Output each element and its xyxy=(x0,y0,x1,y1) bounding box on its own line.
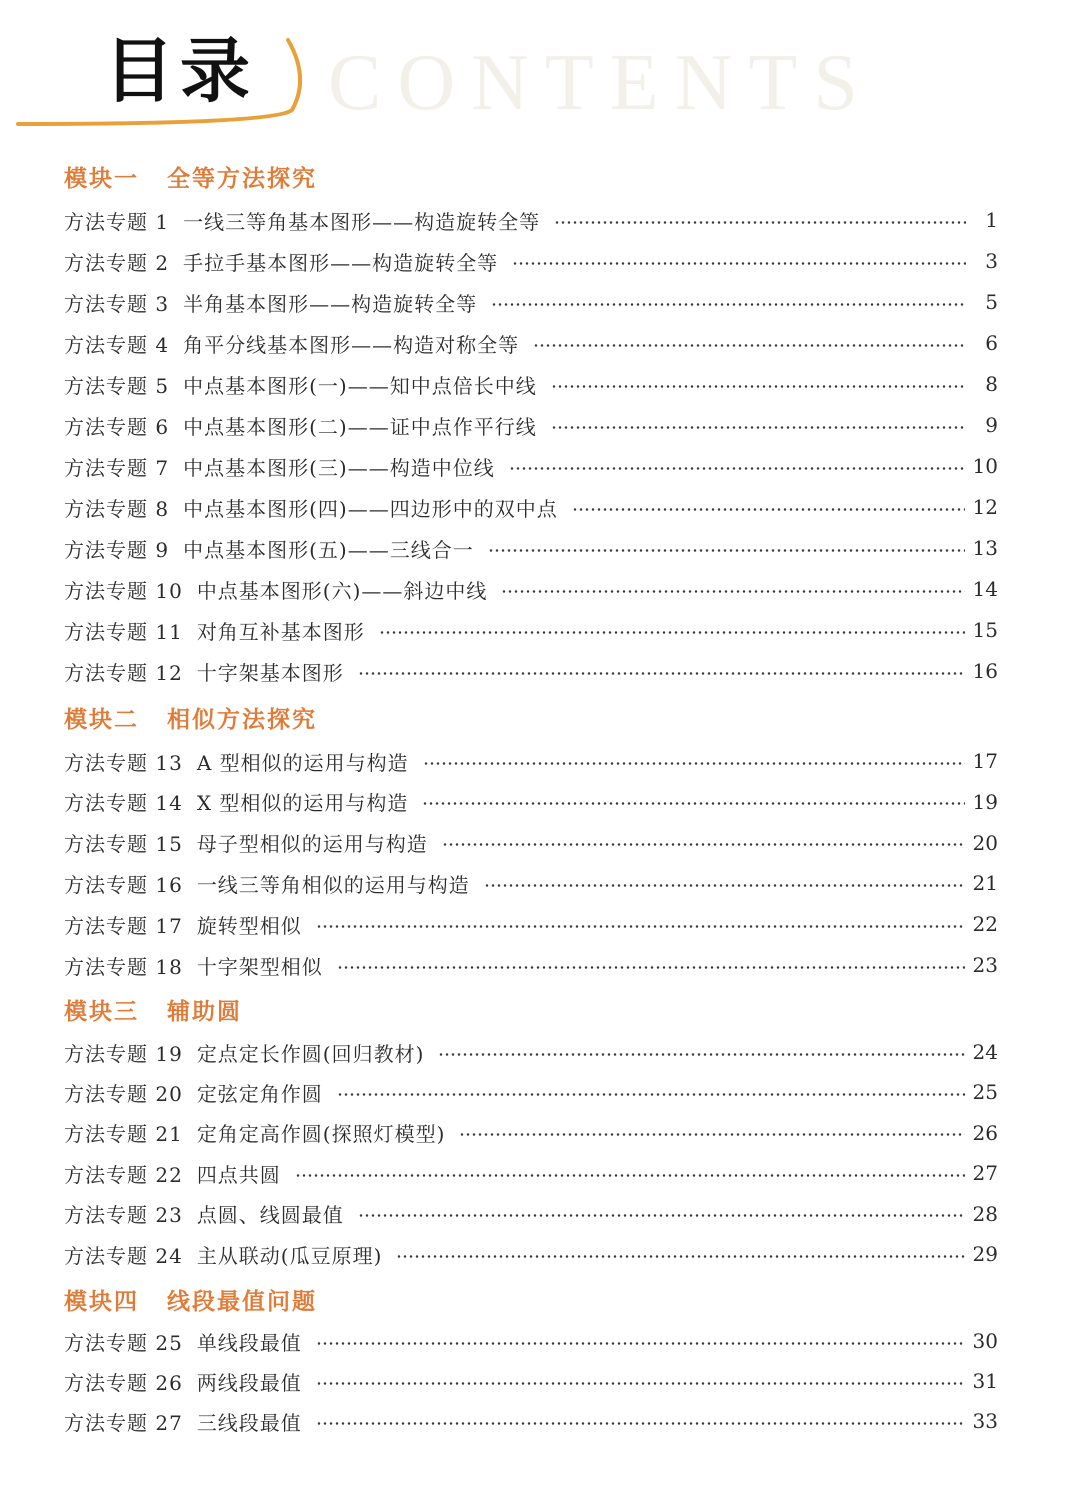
toc-entry[interactable] xyxy=(64,410,998,440)
module-heading xyxy=(64,160,317,193)
entry-page-number: 30 xyxy=(972,1329,998,1353)
dot-leader xyxy=(572,508,965,511)
toc-entry[interactable] xyxy=(64,205,998,235)
entry-topic: A 型相似的运用与构造 xyxy=(196,750,409,775)
entry-page-number: 10 xyxy=(972,454,998,478)
header xyxy=(0,0,1080,140)
dot-leader xyxy=(316,1342,965,1345)
entry-label: 方法专题 21 xyxy=(64,1122,183,1147)
toc-entry[interactable] xyxy=(64,1406,998,1436)
dot-leader xyxy=(337,966,965,969)
entry-page-number: 15 xyxy=(972,618,998,642)
entry-topic: 中点基本图形(五)——三线合一 xyxy=(183,537,474,562)
entry-label: 方法专题 5 xyxy=(64,373,170,398)
entry-page-number: 33 xyxy=(972,1409,998,1433)
entry-page-number: 5 xyxy=(985,290,998,314)
entry-topic: 十字架型相似 xyxy=(196,954,323,979)
toc-entry[interactable] xyxy=(64,1239,998,1269)
entry-label: 方法专题 8 xyxy=(64,496,170,521)
dot-leader xyxy=(459,1133,964,1136)
entry-topic: 一线三等角基本图形——构造旋转全等 xyxy=(183,209,541,234)
entry-label: 方法专题 20 xyxy=(64,1081,183,1106)
toc-entry[interactable] xyxy=(64,1366,998,1396)
entry-page-number: 14 xyxy=(972,577,998,601)
entry-label: 方法专题 2 xyxy=(64,250,170,275)
entry-topic: 点圆、线圆最值 xyxy=(196,1203,344,1228)
entry-label: 方法专题 9 xyxy=(64,537,170,562)
entry-page-number: 28 xyxy=(972,1201,998,1226)
entry-topic: 定角定高作圆(探照灯模型) xyxy=(196,1122,446,1147)
module-number: 模块二 xyxy=(64,707,139,733)
entry-page-number: 31 xyxy=(972,1369,998,1393)
dot-leader xyxy=(423,762,965,765)
dot-leader xyxy=(379,631,965,634)
toc-entry[interactable] xyxy=(64,828,998,858)
dot-leader xyxy=(316,1422,965,1425)
entry-label: 方法专题 18 xyxy=(64,954,183,979)
entry-topic: 单线段最值 xyxy=(196,1330,302,1355)
toc-entry[interactable] xyxy=(64,533,998,563)
entry-label: 方法专题 14 xyxy=(64,791,183,816)
entry-topic: 十字架基本图形 xyxy=(196,660,344,685)
toc-entry[interactable] xyxy=(64,451,998,481)
dot-leader xyxy=(316,925,965,928)
toc-entry[interactable] xyxy=(64,246,998,276)
entry-label: 方法专题 19 xyxy=(64,1041,183,1066)
dot-leader xyxy=(422,802,964,805)
dot-leader xyxy=(554,221,966,224)
watermark-contents: CONTENTS xyxy=(328,39,874,127)
entry-page-number: 23 xyxy=(972,953,998,977)
entry-topic: 定点定长作圆(回归教材) xyxy=(196,1041,425,1066)
module-number: 模块四 xyxy=(64,1289,139,1315)
toc-entry[interactable] xyxy=(64,492,998,522)
dot-leader xyxy=(396,1255,964,1258)
entry-topic: 对角互补基本图形 xyxy=(196,619,365,644)
dot-leader xyxy=(484,884,965,887)
entry-label: 方法专题 11 xyxy=(64,619,183,644)
module-heading xyxy=(64,701,317,734)
entry-page-number: 16 xyxy=(972,659,998,683)
entry-topic: 主从联动(瓜豆原理) xyxy=(196,1243,383,1268)
entry-page-number: 1 xyxy=(985,208,998,232)
entry-topic: 两线段最值 xyxy=(196,1370,302,1395)
dot-leader xyxy=(491,303,966,306)
module-heading xyxy=(64,1283,317,1316)
entry-label: 方法专题 16 xyxy=(64,872,183,897)
entry-page-number: 17 xyxy=(972,749,998,773)
entry-topic: 手拉手基本图形——构造旋转全等 xyxy=(183,250,499,275)
dot-leader xyxy=(501,590,964,593)
module-number: 模块三 xyxy=(64,999,139,1025)
entry-topic: 角平分线基本图形——构造对称全等 xyxy=(183,332,520,357)
toc-entry[interactable] xyxy=(64,746,998,776)
entry-topic: 四点共圆 xyxy=(196,1162,281,1187)
entry-label: 方法专题 1 xyxy=(64,209,170,234)
entry-topic: 中点基本图形(六)——斜边中线 xyxy=(196,578,488,603)
toc-entry[interactable] xyxy=(64,1118,998,1148)
entry-page-number: 19 xyxy=(972,789,998,814)
entry-topic: 母子型相似的运用与构造 xyxy=(196,832,428,857)
entry-page-number: 29 xyxy=(972,1242,998,1266)
dot-leader xyxy=(551,385,966,388)
entry-page-number: 21 xyxy=(972,871,998,896)
dot-leader xyxy=(358,672,965,675)
toc-entry[interactable] xyxy=(64,1077,998,1107)
module-name: 辅助圆 xyxy=(167,999,242,1025)
entry-page-number: 25 xyxy=(972,1080,998,1105)
dot-leader xyxy=(533,344,966,347)
dot-leader xyxy=(509,467,965,470)
page-title: 目录 xyxy=(104,30,256,112)
entry-page-number: 9 xyxy=(985,413,998,437)
toc-entry[interactable] xyxy=(64,369,998,399)
toc-entry[interactable] xyxy=(64,328,998,358)
dot-leader xyxy=(438,1053,964,1056)
entry-page-number: 6 xyxy=(985,331,998,355)
dot-leader xyxy=(512,262,966,265)
entry-page-number: 20 xyxy=(972,830,998,855)
entry-label: 方法专题 27 xyxy=(64,1410,183,1435)
entry-topic: 定弦定角作圆 xyxy=(196,1081,323,1106)
entry-label: 方法专题 7 xyxy=(64,455,170,480)
entry-page-number: 12 xyxy=(972,495,998,519)
entry-label: 方法专题 22 xyxy=(64,1162,183,1187)
entry-label: 方法专题 15 xyxy=(64,832,183,857)
toc-entry[interactable] xyxy=(64,1199,998,1229)
entry-page-number: 24 xyxy=(972,1040,998,1064)
entry-topic: 中点基本图形(三)——构造中位线 xyxy=(183,455,495,480)
entry-label: 方法专题 23 xyxy=(64,1203,183,1228)
entry-page-number: 13 xyxy=(972,536,998,560)
entry-label: 方法专题 17 xyxy=(64,913,183,938)
entry-page-number: 26 xyxy=(972,1120,998,1145)
entry-label: 方法专题 24 xyxy=(64,1243,183,1268)
entry-page-number: 3 xyxy=(985,249,998,273)
entry-topic: X 型相似的运用与构造 xyxy=(196,791,409,816)
entry-label: 方法专题 3 xyxy=(64,291,170,316)
entry-label: 方法专题 13 xyxy=(64,750,183,775)
entry-label: 方法专题 26 xyxy=(64,1370,183,1395)
entry-label: 方法专题 12 xyxy=(64,660,183,685)
module-name: 相似方法探究 xyxy=(167,707,317,733)
module-name: 线段最值问题 xyxy=(167,1289,317,1315)
entry-label: 方法专题 25 xyxy=(64,1330,183,1355)
dot-leader xyxy=(316,1382,965,1385)
entry-label: 方法专题 6 xyxy=(64,414,170,439)
entry-page-number: 27 xyxy=(972,1161,998,1186)
entry-topic: 旋转型相似 xyxy=(196,913,302,938)
entry-topic: 中点基本图形(一)——知中点倍长中线 xyxy=(183,373,537,398)
dot-leader xyxy=(337,1093,965,1096)
toc-entry[interactable] xyxy=(64,615,998,645)
entry-topic: 半角基本图形——构造旋转全等 xyxy=(183,291,478,316)
entry-page-number: 22 xyxy=(972,912,998,937)
entry-topic: 中点基本图形(二)——证中点作平行线 xyxy=(183,414,537,439)
toc-entry[interactable] xyxy=(64,950,998,980)
toc-entry[interactable] xyxy=(64,868,998,898)
dot-leader xyxy=(488,549,965,552)
dot-leader xyxy=(551,426,966,429)
entry-topic: 一线三等角相似的运用与构造 xyxy=(196,872,470,897)
toc-entry[interactable] xyxy=(64,1326,998,1356)
toc-entry[interactable] xyxy=(64,287,998,317)
module-name: 全等方法探究 xyxy=(167,166,317,192)
toc-entry[interactable] xyxy=(64,656,998,686)
module-heading xyxy=(64,993,242,1026)
dot-leader xyxy=(442,843,965,846)
toc-entry[interactable] xyxy=(64,574,998,604)
toc-entry[interactable] xyxy=(64,1158,998,1188)
entry-topic: 中点基本图形(四)——四边形中的双中点 xyxy=(183,496,558,521)
entry-topic: 三线段最值 xyxy=(196,1410,302,1435)
module-number: 模块一 xyxy=(64,166,139,192)
entry-page-number: 8 xyxy=(985,372,998,396)
toc-entry[interactable] xyxy=(64,1037,998,1067)
dot-leader xyxy=(358,1214,965,1217)
entry-label: 方法专题 10 xyxy=(64,578,183,603)
entry-label: 方法专题 4 xyxy=(64,332,170,357)
toc-entry[interactable] xyxy=(64,909,998,939)
toc-entry[interactable] xyxy=(64,787,998,817)
dot-leader xyxy=(295,1174,965,1177)
